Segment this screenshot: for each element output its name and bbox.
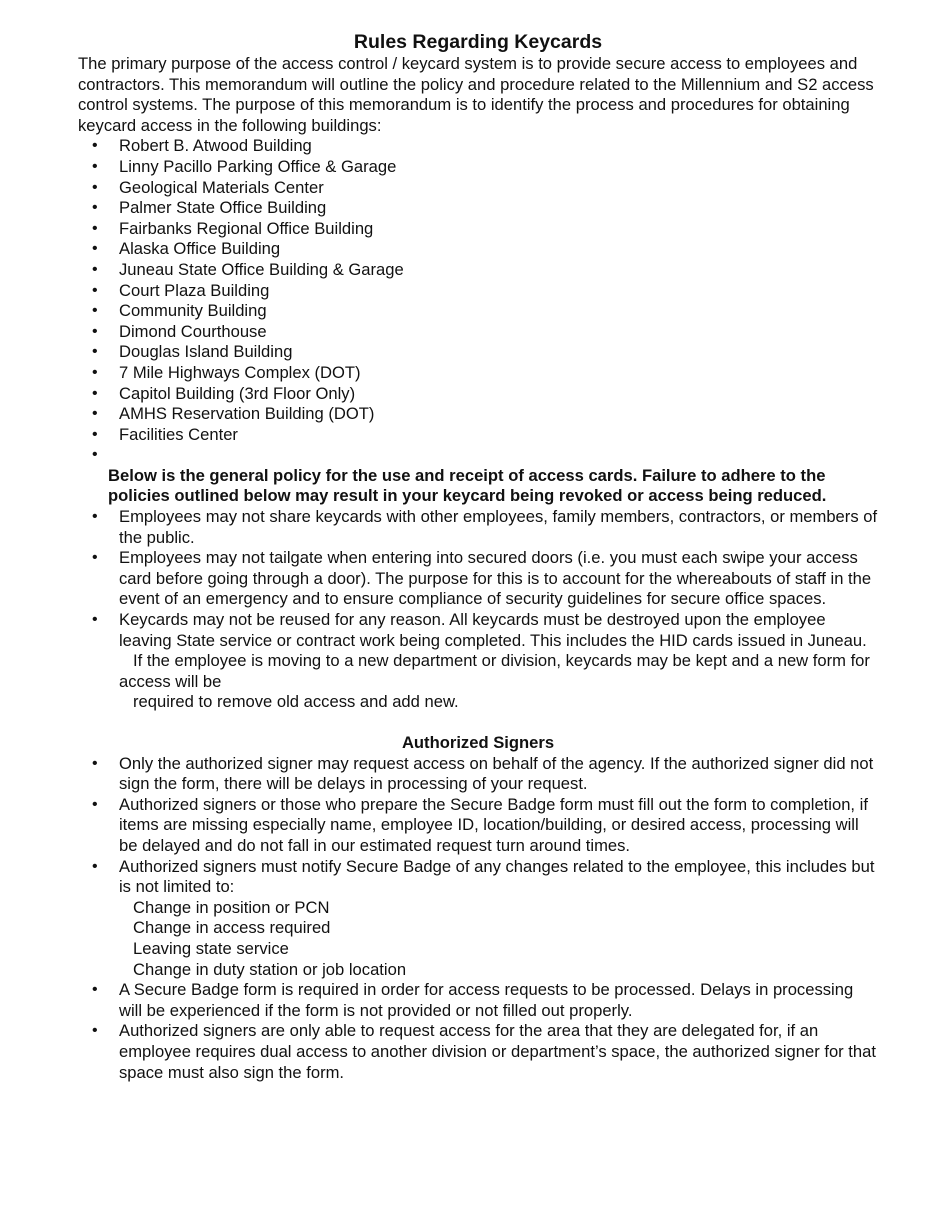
list-item-empty (78, 445, 878, 466)
list-item: • Authorized signers are only able to request access for the area that they are delegated for, if an employee requires dual access to another division or department’s space, the authorized signer for that space must also sign the form. (78, 1021, 878, 1083)
list-item: • Douglas Island Building (78, 342, 878, 363)
list-item: • Authorized signers must notify Secure Badge of any changes related to the employee, this includes but is not limited to: Change in position or PCN Change in access required Leaving state service Change in duty station or job location (78, 857, 878, 981)
list-item: • Only the authorized signer may request access on behalf of the agency. If the authorized signer did not sign the form, there will be delays in processing of your request. (78, 754, 878, 795)
list-item: • Authorized signers or those who prepare the Secure Badge form must fill out the form to completion, if items are missing especially name, employee ID, location/building, or desired access, processing will be delayed and do not fall in our estimated request turn around times. (78, 795, 878, 857)
list-item: • Geological Materials Center (78, 178, 878, 199)
page-title: Rules Regarding Keycards (353, 31, 603, 53)
list-item: • Employees may not tailgate when entering into secured doors (i.e. you must each swipe your access card before going through a door). The purpose for this is to account for the whereabouts of staff in the event of an emergency and to ensure compliance of security guidelines for secure office spaces. (78, 548, 878, 610)
policy-heading: Below is the general policy for the use and receipt of access cards. Failure to adhere to the policies outlined below may result in your keycard being revoked or access being reduced. (108, 465, 827, 506)
list-item: • Employees may not share keycards with other employees, family members, contractors, or members of the public. (78, 507, 878, 548)
move-note (78, 651, 878, 713)
list-item: • 7 Mile Highways Complex (DOT) (78, 363, 878, 384)
rules-list (78, 507, 878, 651)
move-note-line2: required to remove old access and add new. (133, 692, 459, 712)
signers-list (78, 754, 878, 1084)
list-item: • A Secure Badge form is required in order for access requests to be processed. Delays in processing will be experienced if the form is not provided or not filled out properly. (78, 980, 878, 1021)
list-item: • Palmer State Office Building (78, 198, 878, 219)
list-item: • AMHS Reservation Building (DOT) (78, 404, 878, 425)
move-note-line1: If the employee is moving to a new department or division, keycards may be kept and a new form for access will be (119, 651, 870, 691)
list-item: • Court Plaza Building (78, 281, 878, 302)
change-item: Change in position or PCN (133, 897, 330, 917)
list-item: • Linny Pacillo Parking Office & Garage (78, 157, 878, 178)
buildings-list (78, 136, 878, 466)
list-item: • Community Building (78, 301, 878, 322)
list-item: • Fairbanks Regional Office Building (78, 219, 878, 240)
signers-heading: Authorized Signers (401, 733, 555, 752)
list-item: • Juneau State Office Building & Garage (78, 260, 878, 281)
change-item: Change in duty station or job location (133, 959, 407, 979)
list-item: • Dimond Courthouse (78, 322, 878, 343)
list-item: • Robert B. Atwood Building (78, 136, 878, 157)
list-item: • Keycards may not be reused for any reason. All keycards must be destroyed upon the employee leaving State service or contract work being completed. This includes the HID cards issued in Juneau. (78, 610, 878, 651)
intro-paragraph: The primary purpose of the access control / keycard system is to provide secure access to employees and contractors. This memorandum will outline the policy and procedure related to the Millennium and S2 access control systems. The purpose of this memorandum is to identify the process and procedures for obtaining keycard access in the following buildings: (78, 54, 874, 135)
change-item: Leaving state service (133, 938, 289, 958)
list-item: • Facilities Center (78, 425, 878, 446)
document-page (78, 30, 878, 1083)
list-item: • Alaska Office Building (78, 239, 878, 260)
change-item: Change in access required (133, 918, 331, 938)
list-item: • Capitol Building (3rd Floor Only) (78, 384, 878, 405)
